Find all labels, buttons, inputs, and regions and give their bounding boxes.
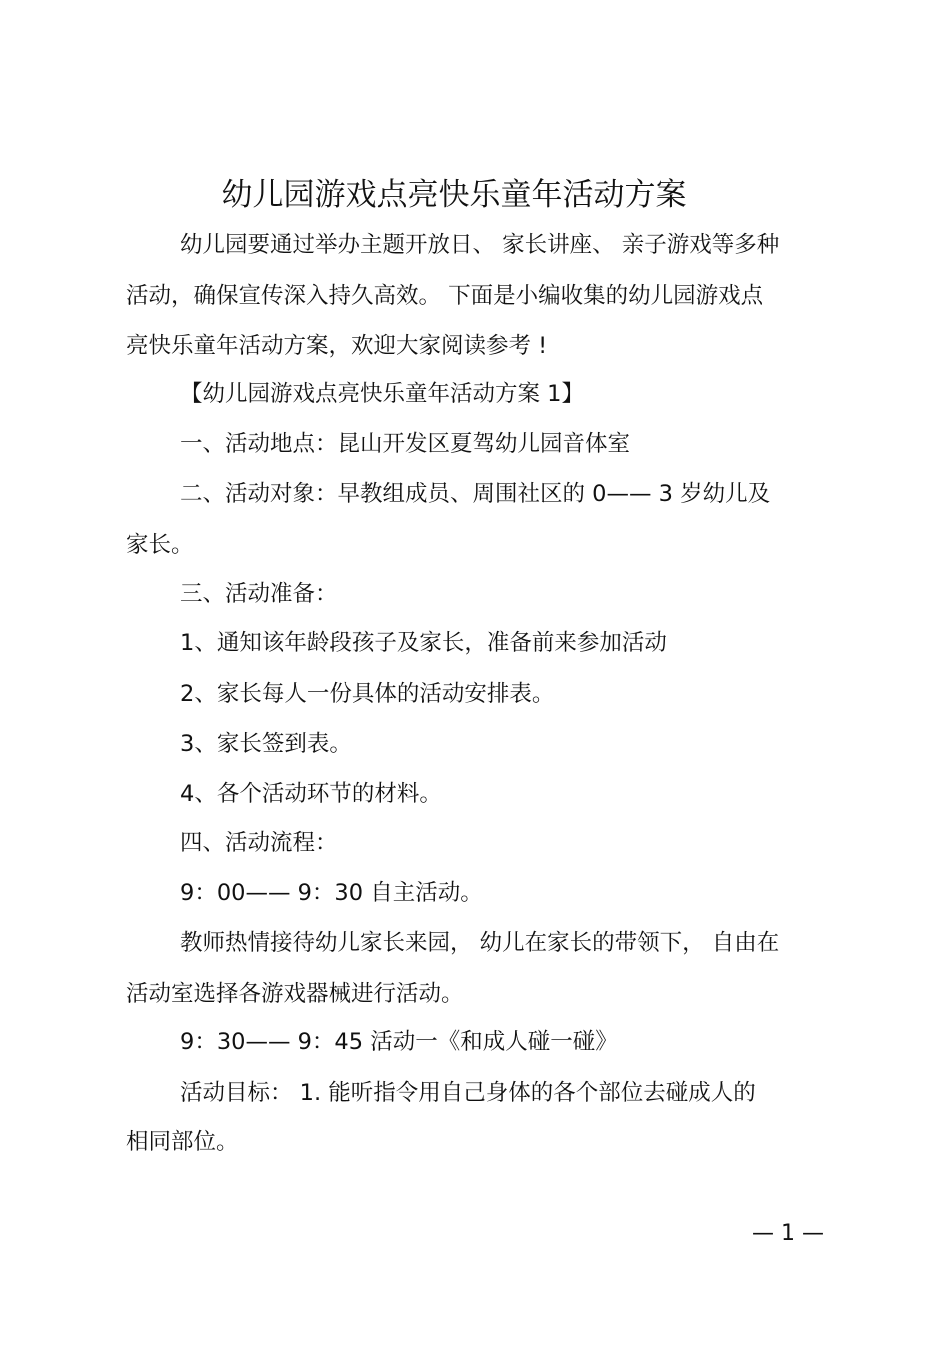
intro-line-2: 活动，确保宣传深入持久高效。 下面是小编收集的幼儿园游戏点 [126,283,764,309]
intro-line-1: 幼儿园要通过举办主题开放日、 家长讲座、 亲子游戏等多种 [180,232,780,258]
preparation-item-1: 1、通知该年龄段孩子及家长，准备前来参加活动 [180,630,667,656]
process-slot-1-desc-line-1: 教师热情接待幼儿家长来园， 幼儿在家长的带领下， 自由在 [180,930,780,956]
document-title: 幼儿园游戏点亮快乐童年活动方案 [221,177,687,213]
preparation-item-4: 4、各个活动环节的材料。 [180,781,442,807]
page-number: — 1 — [752,1221,824,1246]
preparation-item-3: 3、家长签到表。 [180,731,352,757]
section-heading: 【幼儿园游戏点亮快乐童年活动方案 1】 [180,381,584,407]
intro-line-3: 亮快乐童年活动方案，欢迎大家阅读参考 ! [126,333,548,359]
process-goal-line-2: 相同部位。 [126,1129,239,1155]
process-goal-line-1: 活动目标： 1. 能听指令用自己身体的各个部位去碰成人的 [180,1080,756,1106]
activity-location: 一、活动地点：昆山开发区夏驾幼儿园音体室 [180,431,631,457]
activity-target-line-2: 家长。 [126,532,194,558]
preparation-heading: 三、活动准备： [180,581,338,607]
activity-target-line-1: 二、活动对象：早教组成员、周围社区的 0—— 3 岁幼儿及 [180,481,771,507]
preparation-item-2: 2、家长每人一份具体的活动安排表。 [180,681,555,707]
process-heading: 四、活动流程： [180,830,338,856]
process-slot-1-desc-line-2: 活动室选择各游戏器械进行活动。 [126,981,464,1007]
process-slot-2-time: 9：30—— 9：45 活动一《和成人碰一碰》 [180,1029,618,1055]
process-slot-1-time: 9：00—— 9：30 自主活动。 [180,880,483,906]
